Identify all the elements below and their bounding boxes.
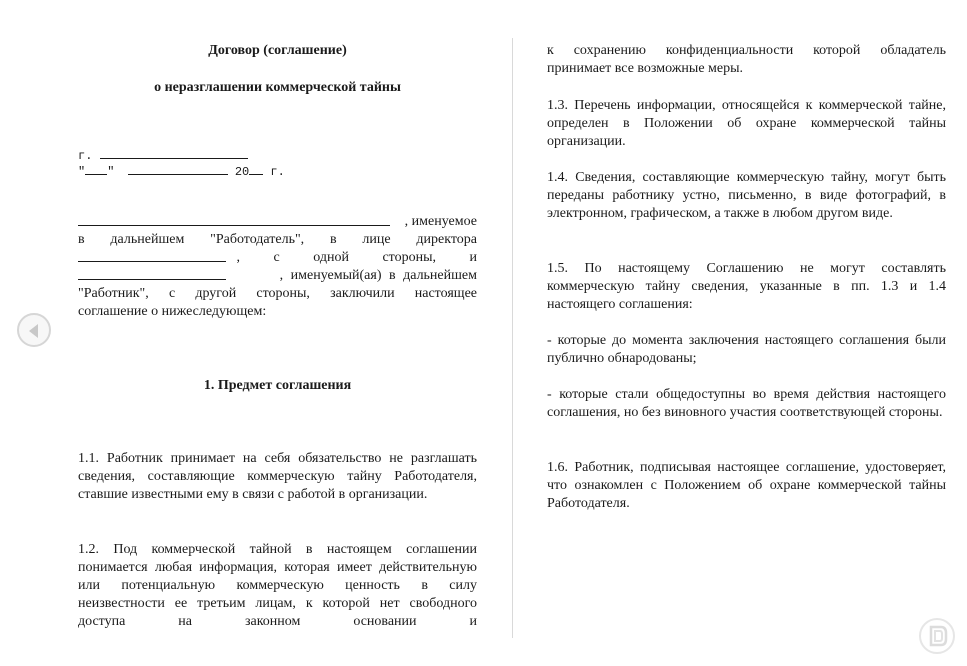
clause-1-5: 1.5. По настоящему Соглашению не могут составлять коммерческую тайну сведения, указанные в пп. 1.3 и 1.4 настоящего соглашения:	[547, 261, 946, 312]
city-line: г.	[78, 146, 477, 165]
watermark-logo-icon	[917, 616, 957, 656]
employee-name-field	[78, 267, 226, 280]
date-line: " " 20 г.	[78, 162, 477, 181]
clause-1-2-continued: к сохранению конфиденциальности которой обладатель принимает все возможные меры.	[547, 43, 946, 76]
city-field	[100, 146, 248, 159]
doc-title-line1: Договор (соглашение)	[208, 43, 347, 58]
clause-1-6: 1.6. Работник, подписывая настоящее соглашение, удостоверяет, что ознакомлен с Положением об охране коммерческой тайны Работодателя.	[547, 460, 946, 511]
section-heading: 1. Предмет соглашения	[203, 378, 352, 393]
clause-1-4: 1.4. Сведения, составляющие коммерческую тайну, могут быть переданы работнику устно, письменно, в виде фотографий, в электронном, графическом, а также в любом другом виде.	[547, 170, 946, 221]
column-divider	[512, 38, 513, 638]
doc-title-line2: о неразглашении коммерческой тайны	[154, 80, 401, 95]
clause-1-3: 1.3. Перечень информации, относящейся к коммерческой тайне, определен в Положении об охране коммерческой тайны организации.	[547, 98, 946, 149]
month-field	[128, 162, 228, 175]
previous-page-button[interactable]	[17, 313, 51, 347]
bullet-1: - которые до момента заключения настоящего соглашения были публично обнародованы;	[547, 333, 946, 366]
day-field	[85, 162, 107, 175]
clause-1-1: 1.1. Работник принимает на себя обязательство не разглашать сведения, составляющие коммерческую тайну Работодателя, ставшие известными ему в связи с работой в организации.	[78, 451, 477, 502]
year-field	[249, 162, 263, 175]
clause-1-2: 1.2. Под коммерческой тайной в настоящем соглашении понимается любая информация, которая имеет действительную или потенциальную коммерческую ценность в силу неизвестности ее третьим лицам, к которой нет свободного доступа на законном основании и	[78, 542, 477, 629]
bullet-2: - которые стали общедоступны во время действия настоящего соглашения, но без виновного участия соответствующей стороны.	[547, 387, 946, 420]
employer-name-field	[78, 213, 390, 226]
parties-paragraph: , именуемое в дальнейшем "Работодатель", в лице директора , с одной стороны, и , именуемый(ая) в дальнейшем "Работник", с другой стороны, заключили настоящее соглашение о нижеследующем:	[78, 214, 477, 319]
director-name-field	[78, 249, 226, 262]
